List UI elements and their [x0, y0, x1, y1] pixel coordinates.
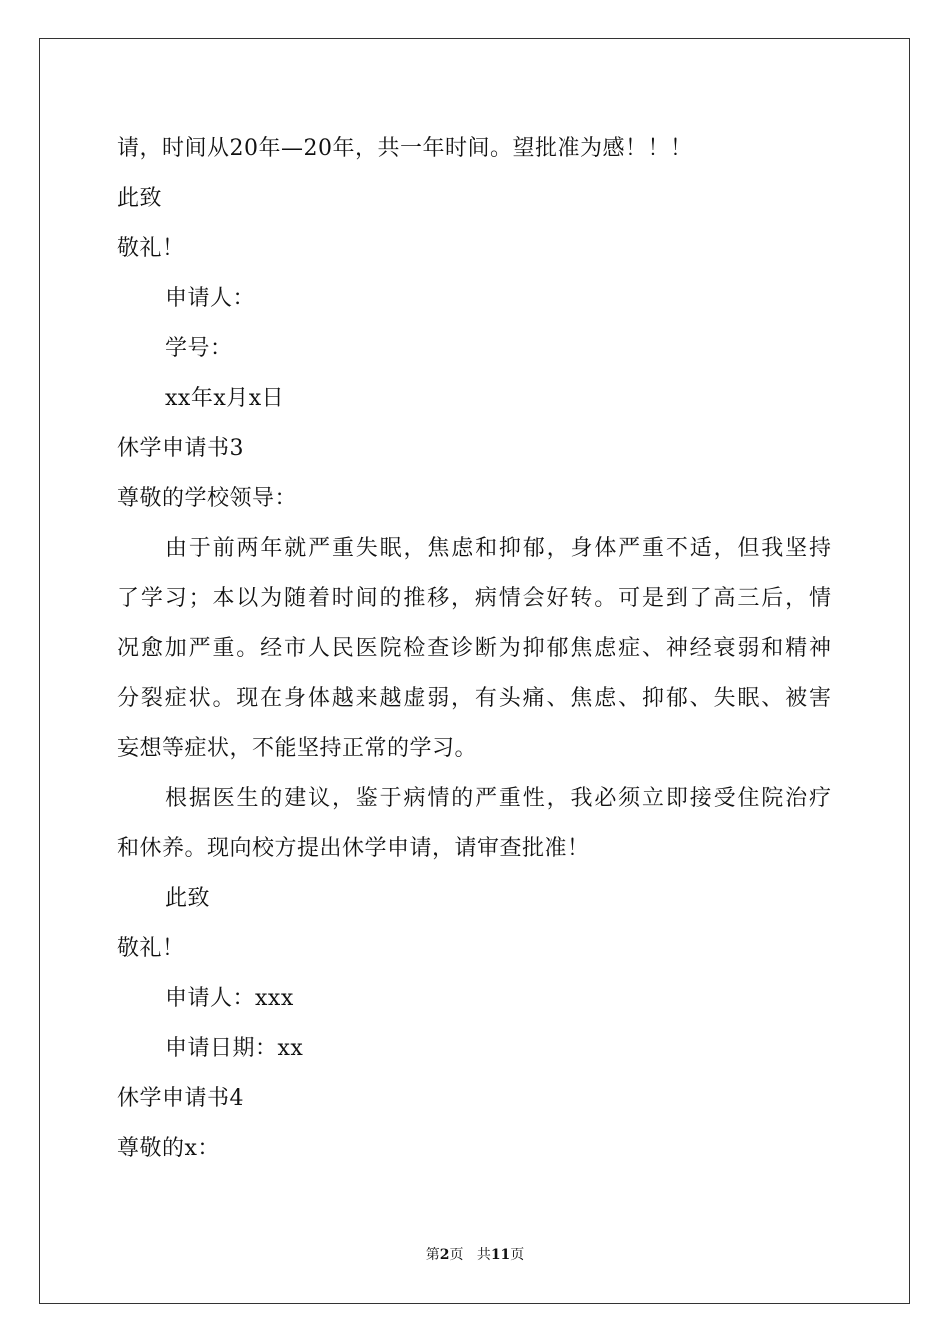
paragraph-line: 妄想等症状，不能坚持正常的学习。 [117, 736, 478, 761]
paragraph-line: 了学习；本以为随着时间的推移，病情会好转。可是到了高三后，情 [117, 586, 831, 611]
date-field: xx年x月x日 [165, 386, 285, 411]
footer-prefix: 第 [425, 1247, 440, 1263]
salutation: 尊敬的x： [117, 1136, 220, 1161]
total-page-count: 11 [490, 1247, 511, 1263]
footer-total-prefix: 共 [476, 1247, 491, 1263]
section-heading: 休学申请书4 [117, 1086, 244, 1111]
student-id-field: 学号： [165, 336, 233, 361]
applicant-field: 申请人： [165, 286, 256, 311]
closing-regards: 敬礼！ [117, 236, 185, 261]
closing-regards: 敬礼！ [117, 936, 185, 961]
paragraph-line: 分裂症状。现在身体越来越虚弱，有头痛、焦虑、抑郁、失眠、被害 [117, 686, 831, 711]
section-heading: 休学申请书3 [117, 436, 244, 461]
page-frame [39, 38, 910, 1304]
footer-total-suffix: 页 [510, 1247, 525, 1263]
page-footer [0, 1246, 950, 1264]
closing-salutation: 此致 [165, 886, 211, 911]
applicant-field: 申请人：xxx [165, 986, 294, 1011]
salutation: 尊敬的学校领导： [117, 486, 298, 511]
footer-page-suffix: 页 [449, 1247, 464, 1263]
text-line: 请，时间从20年—20年，共一年时间。望批准为感！！！ [117, 136, 693, 161]
paragraph-line: 况愈加严重。经市人民医院检查诊断为抑郁焦虑症、神经衰弱和精神 [117, 636, 831, 661]
closing-salutation: 此致 [117, 186, 163, 211]
paragraph-line: 根据医生的建议，鉴于病情的严重性，我必须立即接受住院治疗 [165, 786, 831, 811]
paragraph-line: 和休养。现向校方提出休学申请，请审查批准！ [117, 836, 590, 861]
current-page-number: 2 [439, 1247, 450, 1263]
paragraph-line: 由于前两年就严重失眠，焦虑和抑郁，身体严重不适，但我坚持 [165, 536, 831, 561]
application-date-field: 申请日期：xx [165, 1036, 304, 1061]
